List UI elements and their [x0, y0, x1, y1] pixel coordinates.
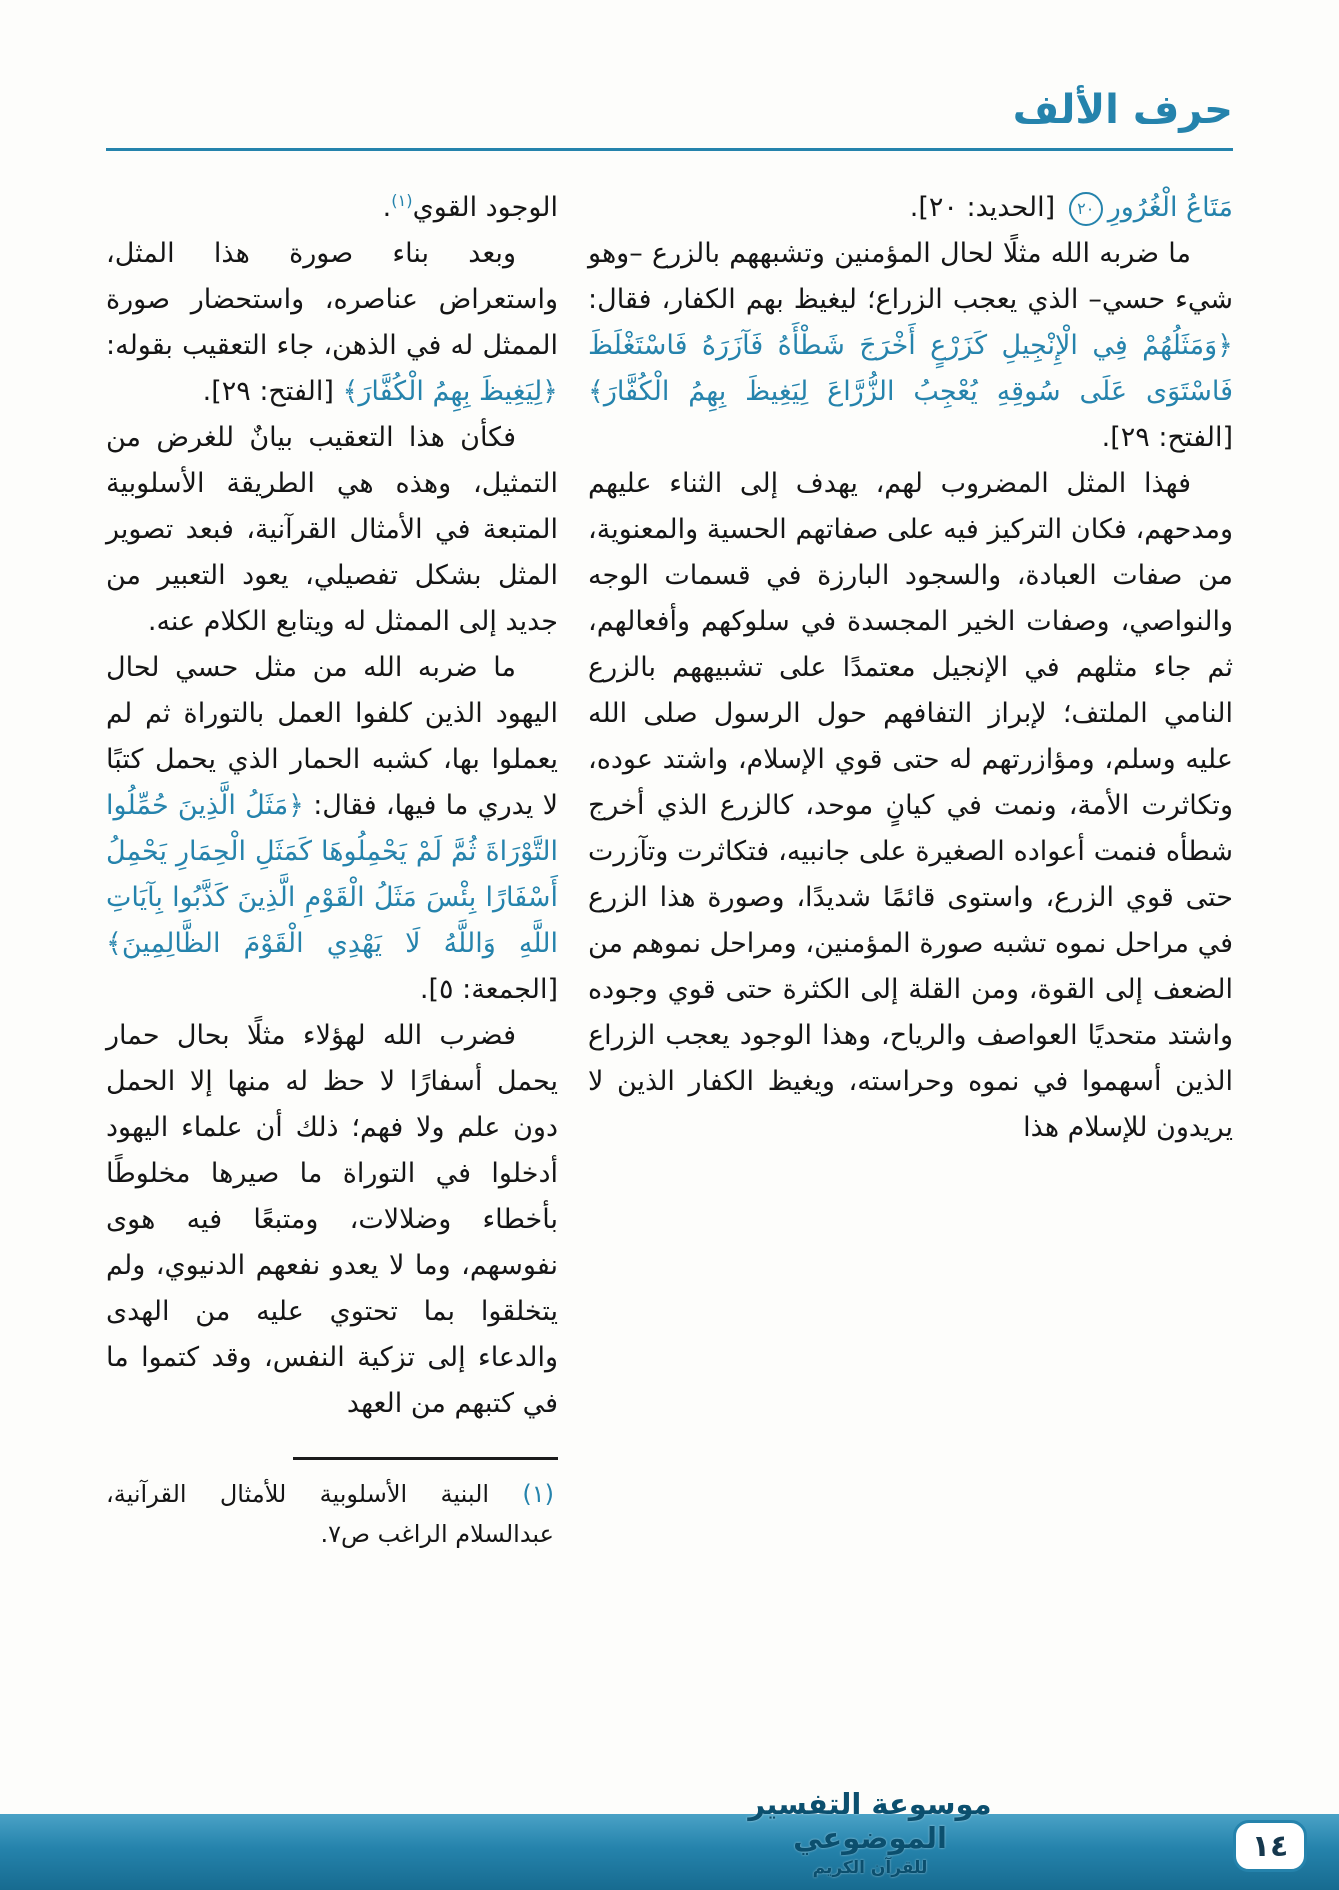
- quran-verse-text: ﴿لِيَغِيظَ بِهِمُ الْكُفَّارَ﴾: [342, 376, 558, 407]
- body-text: فكأن هذا التعقيب بيانٌ للغرض من التمثيل، وهذه هي الطريقة الأسلوبية المتبعة في الأمثال القرآنية، فبعد تصوير المثل بشكل تفصيلي، يعود التعبير من جديد إلى الممثل له ويتابع الكلام عنه.: [106, 422, 558, 637]
- publisher-logo-subtitle: للقرآن الكريم: [812, 1858, 928, 1878]
- body-text: الوجود القوي: [412, 192, 558, 223]
- publisher-logo: [735, 1788, 1005, 1878]
- footnote-marker: (١): [522, 1480, 554, 1508]
- page-header: [106, 88, 1233, 151]
- footnote-text: البنية الأسلوبية للأمثال القرآنية، عبدالسلام الراغب ص٧.: [106, 1480, 554, 1548]
- body-text: وبعد بناء صورة هذا المثل، واستعراض عناصره، واستحضار صورة الممثل له في الذهن، جاء التعقيب بقوله:: [106, 238, 558, 361]
- ayah-end-marker: ٢٠: [1069, 192, 1103, 226]
- paragraph: [588, 185, 1233, 231]
- paragraph: [106, 1013, 558, 1427]
- body-text: .: [382, 192, 392, 223]
- verse-reference: [الجمعة: ٥].: [419, 974, 558, 1005]
- left-column: [106, 185, 558, 1554]
- verse-reference: [الحديد: ٢٠].: [909, 192, 1064, 223]
- footer-band: [0, 1814, 1339, 1890]
- footnote-line: [106, 1474, 558, 1554]
- page-content: [106, 88, 1233, 1554]
- right-column: [588, 185, 1233, 1151]
- footnote-rule: [293, 1457, 558, 1460]
- left-column-text: [106, 185, 558, 1427]
- paragraph: [106, 645, 558, 1013]
- header-rule: [106, 148, 1233, 151]
- footnote: [106, 1457, 558, 1554]
- quran-verse-text: مَتَاعُ الْغُرُورِ: [1107, 192, 1233, 223]
- paragraph: [106, 185, 558, 231]
- paragraph: [106, 231, 558, 415]
- verse-reference: [الفتح: ٢٩].: [202, 376, 343, 407]
- body-text: ما ضربه الله مثلًا لحال المؤمنين وتشبههم بالزرع –وهو شيء حسي– الذي يعجب الزراع؛ ليغيظ بهم الكفار، فقال:: [588, 238, 1233, 315]
- paragraph: [106, 415, 558, 645]
- paragraph: [588, 461, 1233, 1151]
- body-text: فهذا المثل المضروب لهم، يهدف إلى الثناء عليهم ومدحهم، فكان التركيز فيه على صفاتهم الحسية والمعنوية، من صفات العبادة، والسجود البارزة في قسمات الوجه والنواصي، وصفات الخير المجسدة في سلوكهم وأفعالهم، ثم جاء مثلهم في الإنجيل معتمدًا على تشبيههم بالزرع النامي الملتف؛ لإبراز التفافهم حول الرسول صلى الله عليه وسلم، ومؤازرتهم له حتى قوي الإسلام، واشتد عوده، وتكاثرت الأمة، ونمت في كيانٍ موحد، كالزرع الذي أخرج شطأه فنمت أعواده الصغيرة على جانبيه، فتكاثرت وتآزرت حتى قوي الزرع، واستوى قائمًا شديدًا، وصورة هذا الزرع في مراحل نموه تشبه صورة المؤمنين، ومراحل نموهم من الضعف إلى القوة، ومن القلة إلى الكثرة حتى قوي وجوده واشتد متحديًا العواصف والرياح، وهذا الوجود يعجب الزراع الذين أسهموا في نموه وحراسته، ويغيظ الكفار الذين لا يريدون للإسلام هذا: [588, 468, 1233, 1143]
- footnote-ref-sup: (١): [391, 191, 413, 210]
- text-columns: [106, 185, 1233, 1554]
- quran-verse-text: ﴿وَمَثَلُهُمْ فِي الْإِنْجِيلِ كَزَرْعٍ أَخْرَجَ شَطْأَهُ فَآزَرَهُ فَاسْتَغْلَظَ فَاسْتَوَى عَلَى سُوقِهِ يُعْجِبُ الزُّرَّاعَ لِيَغِيظَ بِهِمُ الْكُفَّارَ﴾: [588, 330, 1233, 407]
- paragraph: [588, 231, 1233, 461]
- body-text: فضرب الله لهؤلاء مثلًا بحال حمار يحمل أسفارًا لا حظ له منها إلا الحمل دون علم ولا فهم؛ ذلك أن علماء اليهود أدخلوا في التوراة ما صيرها مخلوطًا بأخطاء وضلالات، ومتبعًا فيه هوى نفوسهم، وما لا يعدو نفعهم الدنيوي، ولم يتخلقوا بما تحتوي عليه من الهدى والدعاء إلى تزكية النفس، وقد كتموا ما في كتبهم من العهد: [106, 1020, 558, 1419]
- page-number-badge: [1233, 1820, 1307, 1872]
- page-number: ١٤: [1251, 1828, 1289, 1864]
- chapter-heading: حرف الألف: [1012, 87, 1233, 133]
- publisher-logo-title: موسوعة التفسير الموضوعي: [748, 1787, 992, 1855]
- body-text: ما ضربه الله من مثل حسي لحال اليهود الذين كلفوا العمل بالتوراة ثم لم يعملوا بها، كشبه الحمار الذي يحمل كتبًا لا يدري ما فيها، فقال:: [106, 652, 558, 821]
- quran-verse-text: ﴿مَثَلُ الَّذِينَ حُمِّلُوا التَّوْرَاةَ ثُمَّ لَمْ يَحْمِلُوهَا كَمَثَلِ الْحِمَارِ يَحْمِلُ أَسْفَارًا بِئْسَ مَثَلُ الْقَوْمِ الَّذِينَ كَذَّبُوا بِآيَاتِ اللَّهِ وَاللَّهُ لَا يَهْدِي الْقَوْمَ الظَّالِمِينَ﴾: [106, 790, 558, 959]
- verse-reference: [الفتح: ٢٩].: [1101, 422, 1233, 453]
